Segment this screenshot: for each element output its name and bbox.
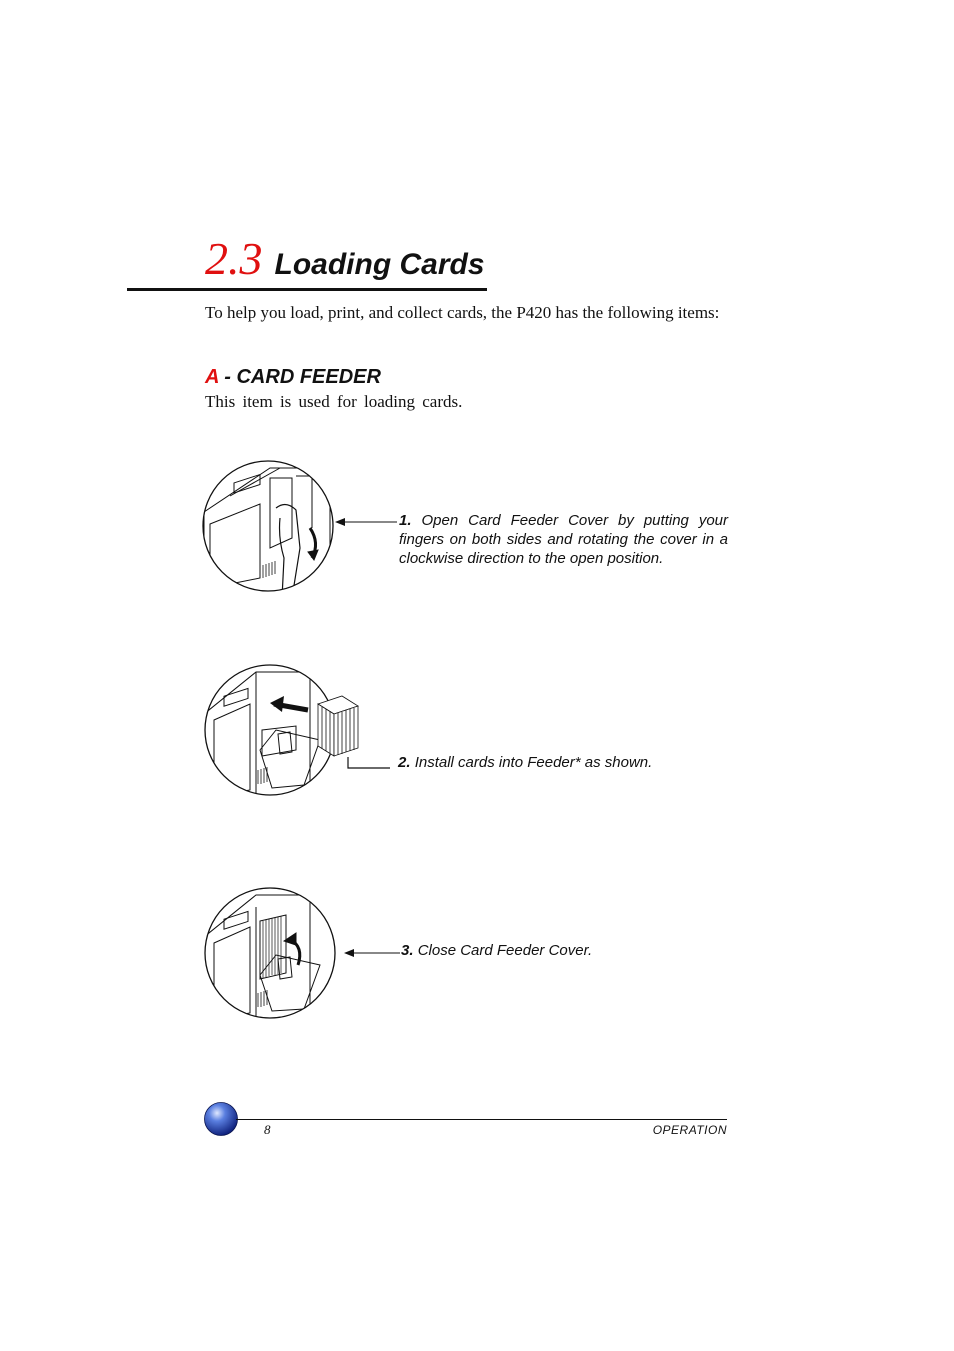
close-cover-illustration xyxy=(200,883,340,1023)
step-2-number: 2. xyxy=(398,754,411,771)
footer-rule xyxy=(236,1119,727,1120)
step-1-description: Open Card Feeder Cover by putting your fingers on both sides and rotating the cover in a clockwise direction to the open position. xyxy=(399,512,729,567)
section-title: Loading Cards xyxy=(274,248,485,281)
title-underline xyxy=(127,288,487,291)
section-number: 2.3 xyxy=(205,233,263,284)
callout-arrow-3 xyxy=(344,947,400,959)
subsection-title: - CARD FEEDER xyxy=(224,366,381,388)
footer-section-label: OPERATION xyxy=(652,1123,727,1137)
step-1-text xyxy=(399,511,728,568)
page-number: 8 xyxy=(264,1122,271,1137)
step-2-description: Install cards into Feeder* as shown. xyxy=(414,754,653,771)
callout-bracket-2 xyxy=(346,755,392,771)
subsection-description: This item is used for loading cards. xyxy=(205,392,463,411)
subsection-heading xyxy=(205,366,381,389)
intro-paragraph: To help you load, print, and collect cards, the P420 has the following items: xyxy=(205,303,720,322)
open-cover-illustration xyxy=(200,458,340,598)
globe-icon xyxy=(203,1101,239,1137)
callout-arrow-1 xyxy=(335,516,397,528)
step-3-text xyxy=(401,941,592,960)
step-3-number: 3. xyxy=(401,942,414,959)
step-2-text xyxy=(398,753,652,772)
subsection-letter: A xyxy=(205,366,219,388)
step-1-number: 1. xyxy=(399,512,412,529)
step-3-description: Close Card Feeder Cover. xyxy=(417,942,593,959)
install-cards-illustration xyxy=(200,660,375,800)
section-heading xyxy=(205,232,485,285)
